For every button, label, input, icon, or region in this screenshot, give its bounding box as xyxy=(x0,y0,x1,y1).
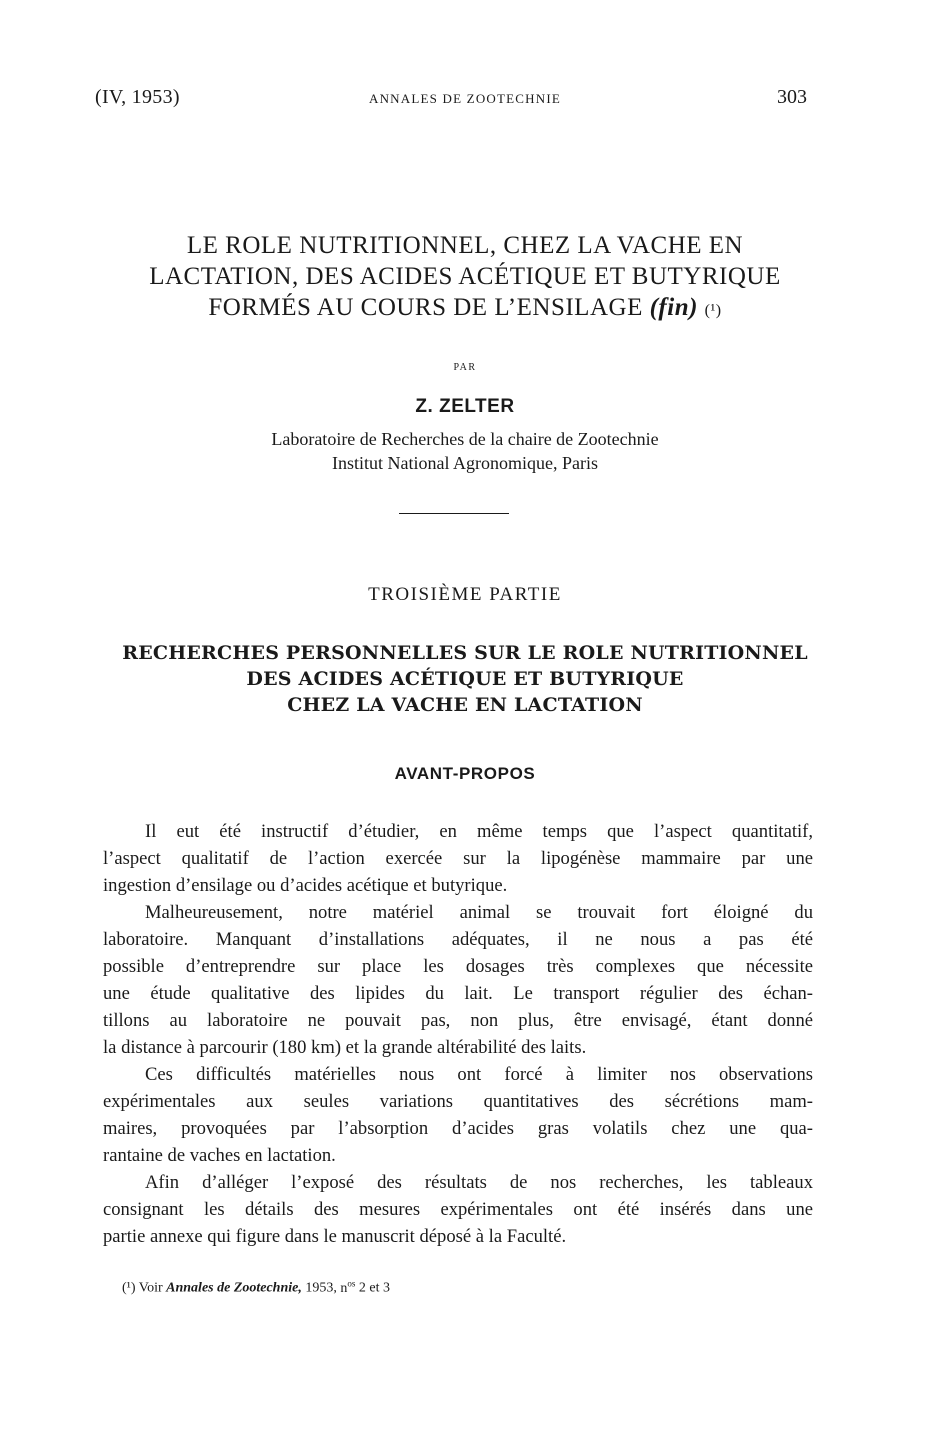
affiliation-line-1: Laboratoire de Recherches de la chaire de Zootechnie xyxy=(271,429,659,449)
body-line: laboratoire. Manquant d’installations adéquates, il ne nous a pas été xyxy=(103,929,813,950)
body-line: Ces difficultés matérielles nous ont forcé à limiter nos observations xyxy=(145,1064,813,1085)
footnote-no: n xyxy=(340,1280,348,1296)
journal-name: ANNALES DE ZOOTECHNIE xyxy=(368,91,561,106)
body-text xyxy=(103,818,813,1250)
body-line: ingestion d’ensilage ou d’acides acétique et butyrique. xyxy=(103,875,508,896)
footnote-journal: Annales de Zootechnie, xyxy=(166,1280,302,1296)
body-line: Il eut été instructif d’étudier, en même temps que l’aspect quantitatif, xyxy=(145,821,813,842)
section-title-line-3: CHEZ LA VACHE EN LACTATION xyxy=(287,694,643,716)
body-line: Afin d’alléger l’exposé des résultats de nos recherches, les tableaux xyxy=(145,1172,813,1193)
title-footnote-ref: (¹) xyxy=(704,302,722,319)
title-line-1: LE ROLE NUTRITIONNEL, CHEZ LA VACHE EN xyxy=(186,232,744,259)
body-line: Malheureusement, notre matériel animal se trouvait fort éloigné du xyxy=(145,902,813,923)
running-head xyxy=(0,86,930,120)
body-line: consignant les détails des mesures expérimentales ont été insérés dans une xyxy=(103,1199,813,1220)
footnote-no-sup: os xyxy=(347,1278,356,1288)
separator-rule xyxy=(399,513,509,514)
volume-year: (IV, 1953) xyxy=(95,86,180,108)
body-line: tillons au laboratoire ne pouvait pas, non plus, être envisagé, étant donné xyxy=(103,1010,813,1031)
section-title xyxy=(60,640,870,718)
part-title: TROISIÈME PARTIE xyxy=(368,584,562,605)
body-line: possible d’entreprendre sur place les dosages très complexes que nécessite xyxy=(103,956,813,977)
body-line: rantaine de vaches en lactation. xyxy=(103,1145,336,1166)
section-title-line-2: DES ACIDES ACÉTIQUE ET BUTYRIQUE xyxy=(246,668,684,690)
footnote-prefix: Voir xyxy=(138,1280,163,1296)
author-name: Z. ZELTER xyxy=(415,396,515,417)
affiliation-line-2: Institut National Agronomique, Paris xyxy=(332,453,598,473)
footnote-issue-label xyxy=(340,1278,356,1296)
body-line: expérimentales aux seules variations quantitatives des sécrétions mam- xyxy=(103,1091,813,1112)
article-title xyxy=(60,230,870,326)
by-label: PAR xyxy=(453,362,477,373)
footnote-issues: 2 et 3 xyxy=(358,1280,390,1296)
title-fin: (fin) xyxy=(649,294,698,321)
body-line: une étude qualitative des lipides du lait. Le transport régulier des échan- xyxy=(103,983,813,1004)
footnote xyxy=(122,1278,390,1297)
body-line: la distance à parcourir (180 km) et la grande altérabilité des laits. xyxy=(103,1037,587,1058)
title-line-2: LACTATION, DES ACIDES ACÉTIQUE ET BUTYRIQUE xyxy=(149,263,781,290)
title-line-3-text: FORMÉS AU COURS DE L’ENSILAGE xyxy=(208,294,643,321)
section-title-line-1: RECHERCHES PERSONNELLES SUR LE ROLE NUTRITIONNEL xyxy=(122,642,808,664)
body-line: maires, provoquées par l’absorption d’acides gras volatils chez une qua- xyxy=(103,1118,813,1139)
body-line: l’aspect qualitatif de l’action exercée sur la lipogénèse mammaire par une xyxy=(103,848,813,869)
affiliation xyxy=(0,427,930,475)
title-line-3 xyxy=(60,292,870,326)
footnote-marker: (¹) xyxy=(122,1280,136,1296)
body-line: partie annexe qui figure dans le manuscrit déposé à la Faculté. xyxy=(103,1226,567,1247)
subsection-title: AVANT-PROPOS xyxy=(394,764,536,783)
footnote-year: 1953, xyxy=(305,1280,337,1296)
page-number: 303 xyxy=(777,86,807,108)
